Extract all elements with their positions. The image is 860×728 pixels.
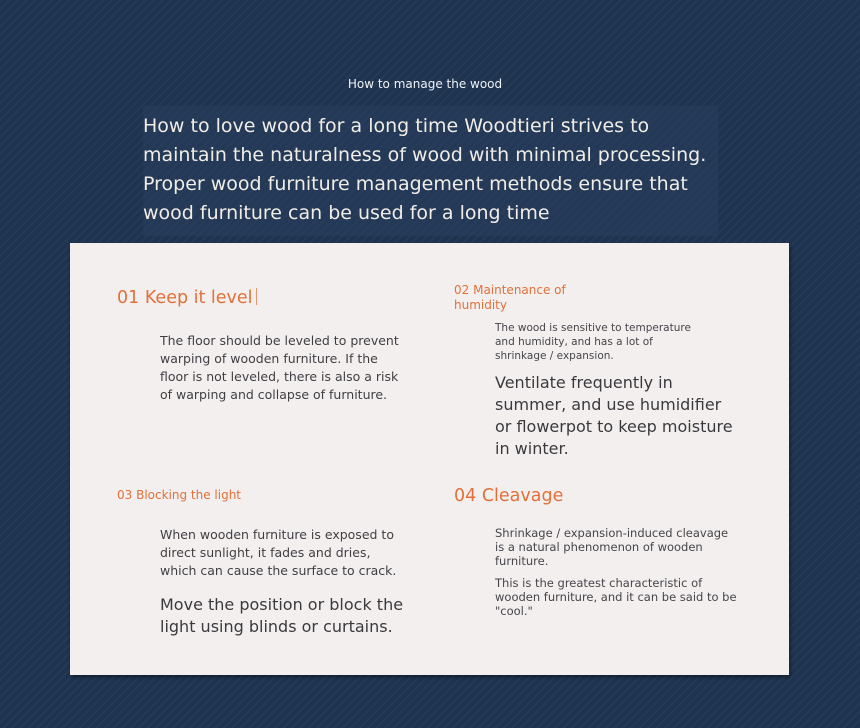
page-subtitle: How to manage the wood [347,77,503,91]
section-humidity-tip: Ventilate frequently in summer, and use humidifier or flowerpot to keep moisture in winter. [495,373,733,458]
section-blocking-light-body: When wooden furniture is exposed to direct sunlight, it fades and dries, which can cause the surface to crack. [160,527,397,578]
section-cleavage-title: 04 Cleavage [454,486,564,506]
section-humidity-title: 02 Maintenance of humidity [454,283,566,312]
section-cleavage-body: Shrinkage / expansion-induced cleavage is a natural phenomenon of wooden furniture. [495,526,729,568]
content-panel [70,243,789,675]
text-cursor [256,288,257,305]
section-keep-level-title: 01 Keep it level [117,288,257,308]
section-blocking-light-title: 03 Blocking the light [117,488,242,502]
section-blocking-light-tip: Move the position or block the light using blinds or curtains. [160,595,404,636]
section-keep-level-body: The floor should be leveled to prevent warping of wooden furniture. If the floor is not leveled, there is also a risk of warping and collapse of furniture. [160,333,399,402]
section-humidity-body: The wood is sensitive to temperature and humidity, and has a lot of shrinkage / expansion. [495,322,691,362]
intro-text: How to love wood for a long time Woodtieri strives to maintain the naturalness of wood with minimal processing. Proper wood furniture management methods ensure that wood furniture can be used for a long time [143,106,718,236]
section-cleavage-body-2: This is the greatest characteristic of wooden furniture, and it can be said to be "cool." [495,576,737,618]
